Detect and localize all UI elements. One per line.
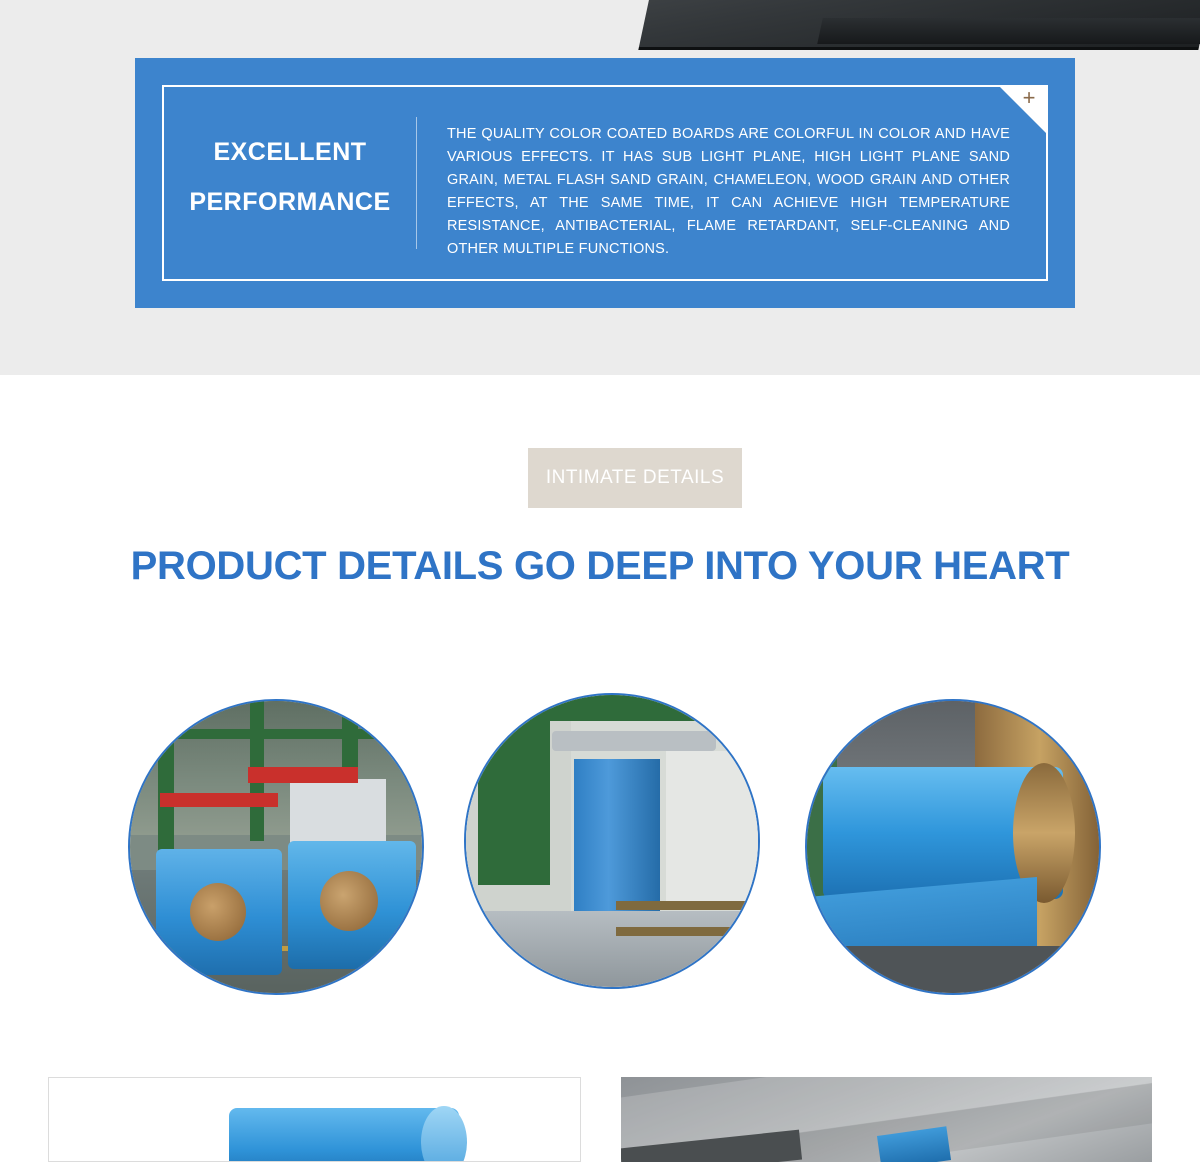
- performance-body-text: THE QUALITY COLOR COATED BOARDS ARE COLORFUL IN COLOR AND HAVE VARIOUS EFFECTS. IT HAS SUB LIGHT PLANE, HIGH LIGHT PLANE SAND GRAIN, METAL FLASH SAND GRAIN, CHAMELEON, WOOD GRAIN AND OTHER EFFECTS, AT THE SAME TIME, IT CAN ACHIEVE HIGH TEMPERATURE RESISTANCE, ANTIBACTERIAL, FLAME RETARDANT, SELF-CLEANING AND OTHER MULTIPLE FUNCTIONS.: [447, 126, 1010, 257]
- performance-title: [164, 87, 416, 227]
- performance-title-line2: PERFORMANCE: [189, 188, 391, 216]
- plus-icon: +: [1022, 85, 1036, 110]
- intimate-details-tag: INTIMATE DETAILS: [528, 448, 742, 508]
- detail-photo-row: [0, 693, 1200, 1013]
- performance-inner-border: [162, 85, 1048, 281]
- coil-end-image: [421, 1106, 467, 1162]
- metal-surface-closeup-panel: [621, 1077, 1152, 1162]
- photo-factory-coil-storage: [128, 699, 424, 995]
- performance-title-line1: EXCELLENT: [213, 138, 367, 166]
- page-title: PRODUCT DETAILS GO DEEP INTO YOUR HEART: [130, 544, 1070, 588]
- dark-product-strip-shadow: [817, 18, 1200, 44]
- product-closeup-coil-panel: [48, 1077, 581, 1162]
- photo-coating-line-blue-sheet: [464, 693, 760, 989]
- photo-blue-coil-uncoiler: [805, 699, 1101, 995]
- excellent-performance-card: [135, 58, 1075, 308]
